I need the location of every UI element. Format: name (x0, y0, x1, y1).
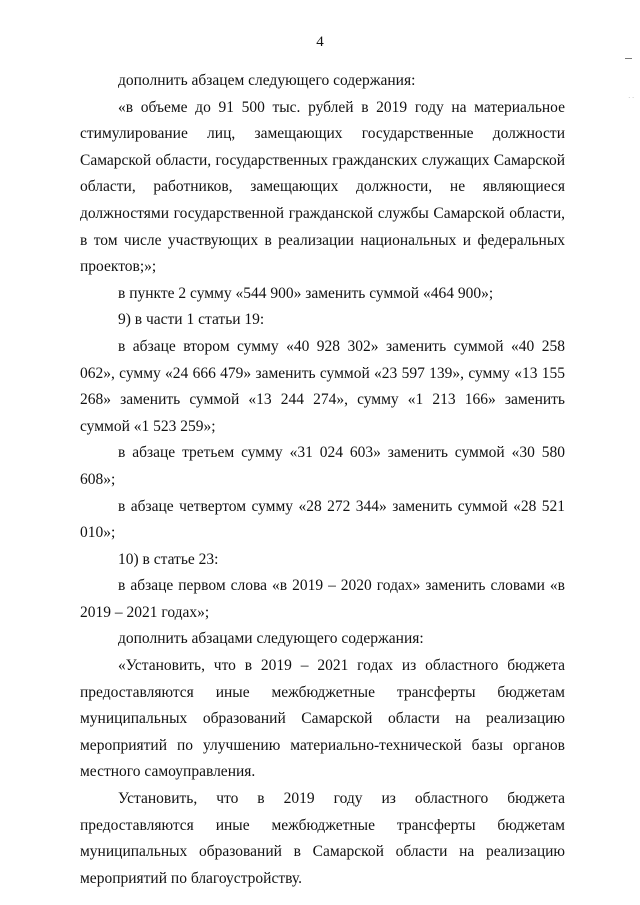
paragraph-transfers-material-base: «Установить, что в 2019 – 2021 годах из областного бюджета предоставляются иные межбюджетные трансферты бюджетам муниципальных образований Самарской области на реализацию мероприятий по улучшению материально-технической базы органов местного самоуправления. (80, 657, 565, 781)
scan-edge-mark (625, 58, 632, 59)
paragraph-fourth-clause-amount: в абзаце четвертом сумму «28 272 344» заменить суммой «28 521 010»; (80, 497, 565, 542)
paragraph-item-10-heading: 10) в статье 23: (118, 550, 219, 568)
scan-edge-dots: · · (628, 95, 634, 102)
paragraph-add-clauses-intro: дополнить абзацами следующего содержания: (118, 630, 424, 648)
paragraph-add-clause-intro: дополнить абзацем следующего содержания: (118, 72, 416, 89)
paragraph-point-2-amount: в пункте 2 сумму «544 900» заменить суммой «464 900»; (118, 284, 494, 302)
paragraph-first-clause-words: в абзаце первом слова «в 2019 – 2020 годах» заменить словами «в 2019 – 2021 годах»; (80, 577, 565, 621)
page-number: 4 (316, 34, 324, 50)
paragraph-quoted-incentive-clause: «в объеме до 91 500 тыс. рублей в 2019 году на материальное стимулирование лиц, замещающих государственные должности Самарской области, государственных гражданских служащих Самарской области, работников, замещающих должности, не являющиеся должностями государственной гражданской службы Самарской области, в том числе участвующих в реализации национальных и федеральных проектов;»; (80, 98, 565, 276)
paragraph-item-9-heading: 9) в части 1 статьи 19: (118, 311, 265, 329)
paragraph-second-clause-amounts: в абзаце втором сумму «40 928 302» заменить суммой «40 258 062», сумму «24 666 479» заменить суммой «23 597 139», сумму «13 155 268» заменить суммой «13 244 274», сумму «1 213 166» заменить суммой «1 523 259»; (80, 337, 565, 435)
document-body (80, 68, 565, 892)
paragraph-third-clause-amount: в абзаце третьем сумму «31 024 603» заменить суммой «30 580 608»; (80, 444, 565, 488)
paragraph-transfers-landscaping: Установить, что в 2019 году из областного бюджета предоставляются иные межбюджетные трансферты бюджетам муниципальных образований в Самарской области на реализацию мероприятий по благоустройству. (80, 790, 565, 887)
